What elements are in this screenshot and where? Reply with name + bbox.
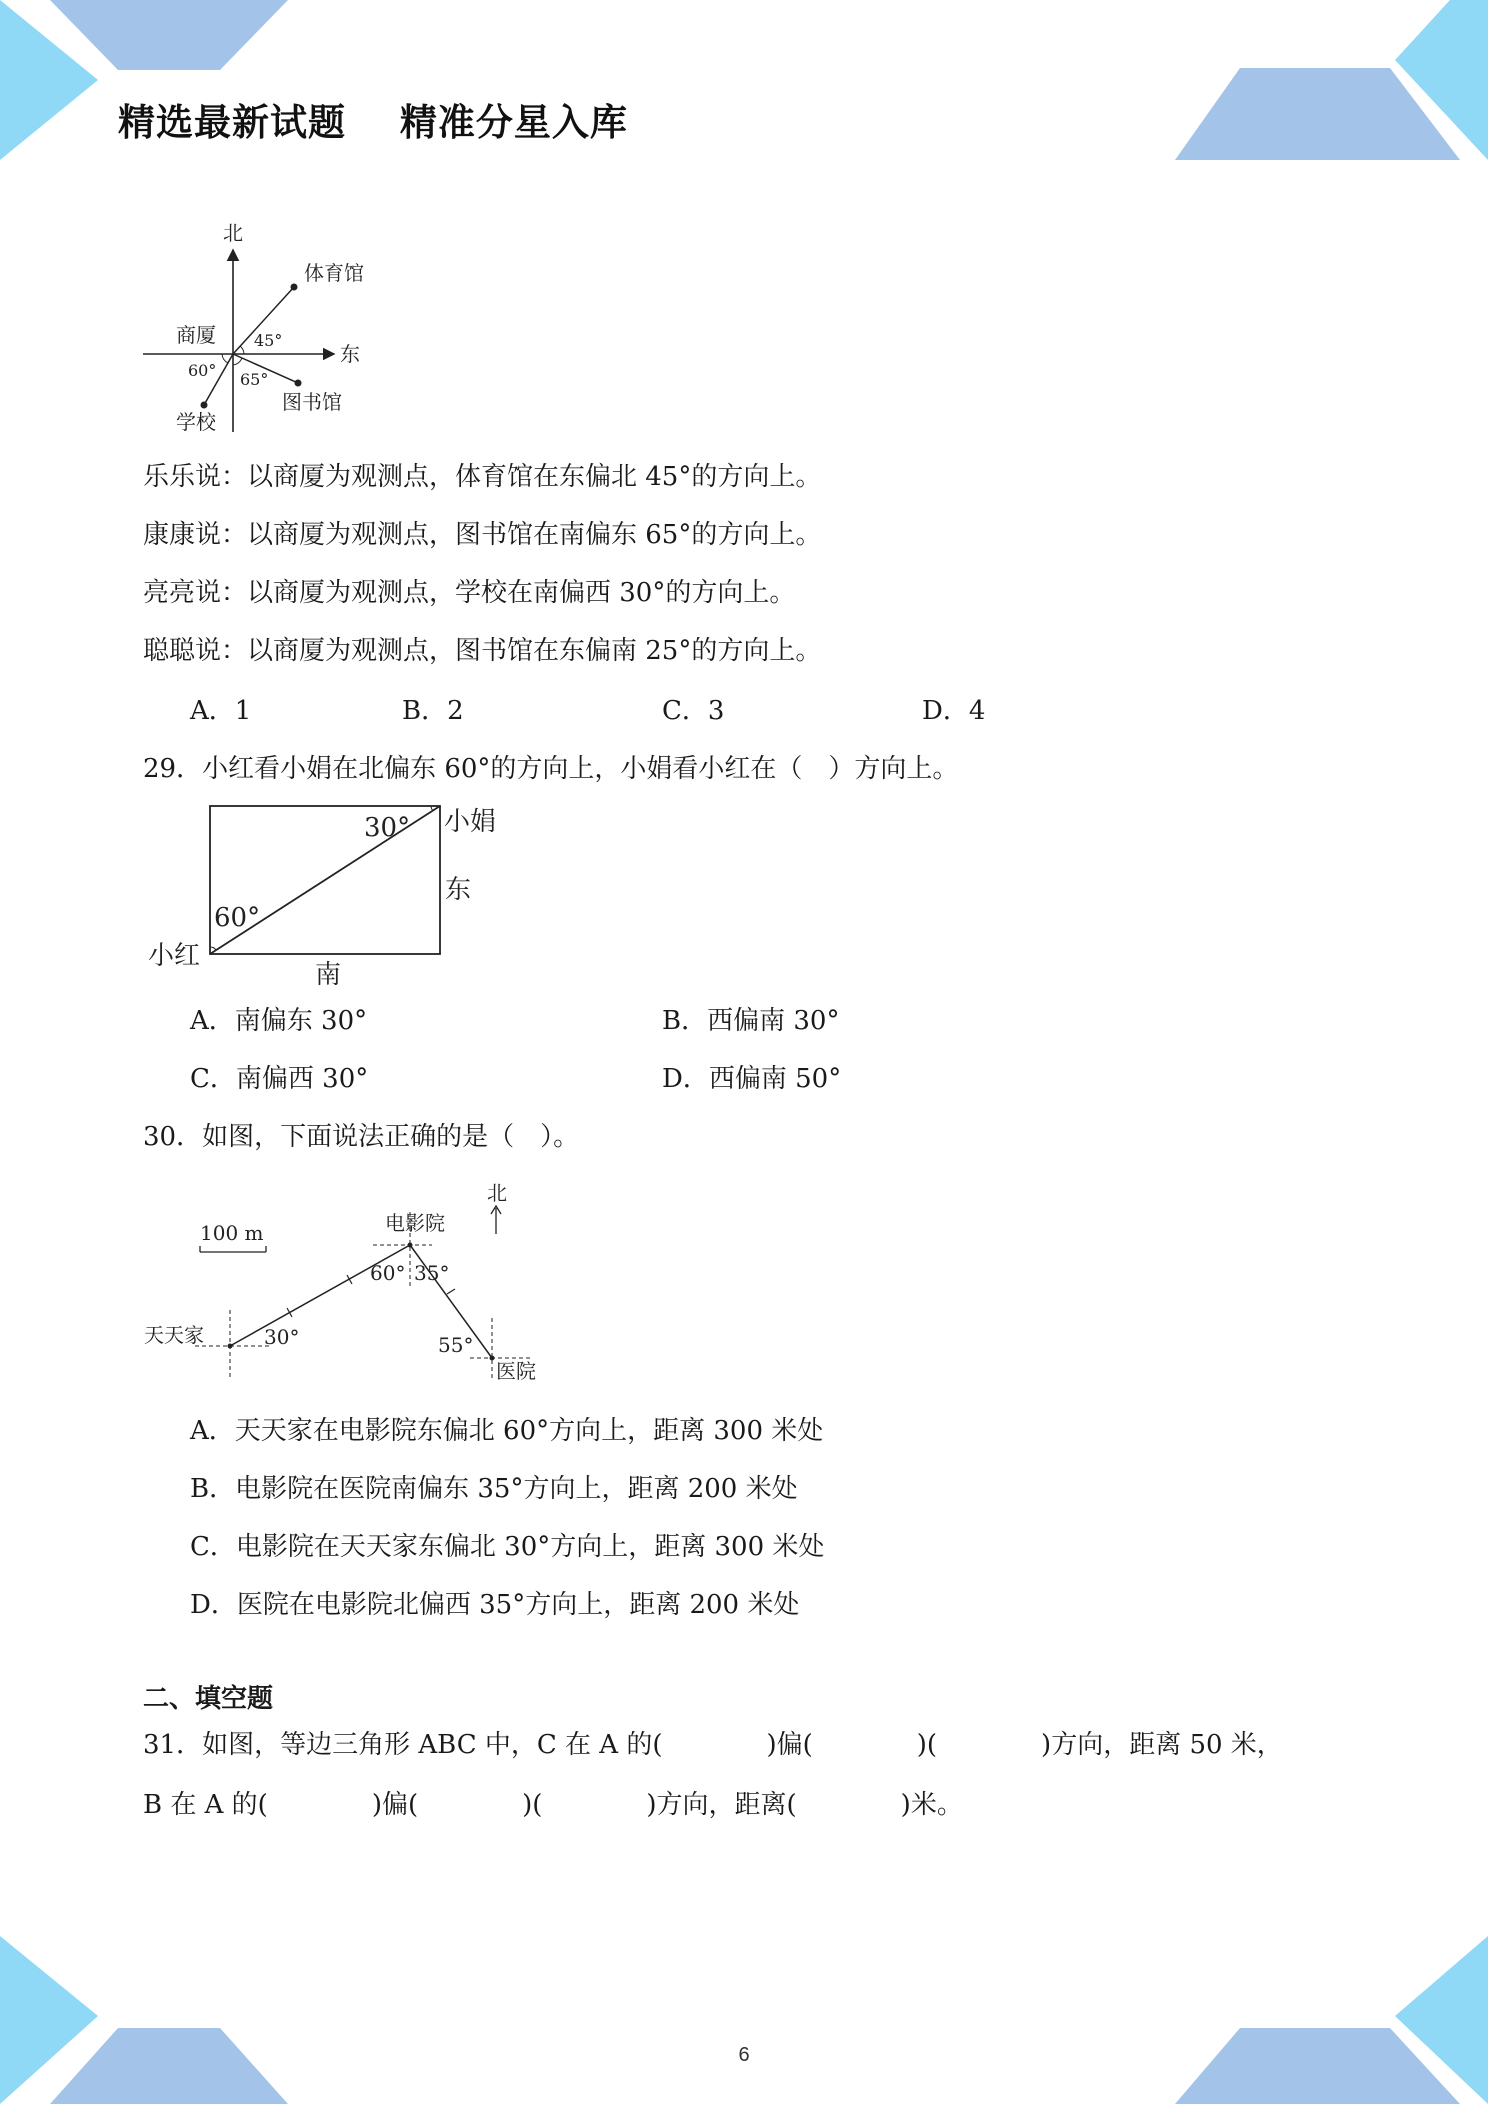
- q29-option-b[interactable]: B．西偏南 30°: [662, 1006, 840, 1036]
- south-label: 南: [315, 960, 342, 990]
- q31-line2: B 在 A 的( )偏( )( )方向，距离( )米。: [143, 1790, 963, 1820]
- q30-option-a[interactable]: A．天天家在电影院东偏北 60°方向上，距离 300 米处: [190, 1416, 824, 1446]
- q28-statement: 乐乐说：以商厦为观测点，体育馆在东偏北 45°的方向上。: [143, 462, 822, 492]
- q29-option-c[interactable]: C．南偏西 30°: [190, 1064, 369, 1094]
- q28-option-c[interactable]: C．3: [662, 696, 725, 726]
- q29-option-d[interactable]: D．西偏南 50°: [662, 1064, 842, 1094]
- angle-cinema-left-label: 60°: [370, 1261, 406, 1285]
- north-label: 北: [487, 1181, 507, 1205]
- gym-label: 体育馆: [304, 261, 364, 285]
- library-label: 图书馆: [282, 390, 342, 414]
- angle-home-label: 30°: [264, 1325, 300, 1349]
- header-title-right: 精准分星入库: [399, 101, 628, 144]
- q28-statement: 聪聪说：以商厦为观测点，图书馆在东偏南 25°的方向上。: [143, 636, 822, 666]
- xiaojuan-label: 小娟: [444, 807, 497, 837]
- north-label: 北: [223, 221, 243, 245]
- q31-line1: 31．如图，等边三角形 ABC 中，C 在 A 的( )偏( )( )方向，距离 50 米，: [143, 1730, 1283, 1760]
- q29-option-a[interactable]: A．南偏东 30°: [190, 1006, 368, 1036]
- q30-figure: [140, 1180, 560, 1390]
- q28-option-d[interactable]: D．4: [922, 696, 986, 726]
- angle-school-label: 60°: [188, 361, 217, 380]
- angle-top-label: 30°: [364, 813, 411, 843]
- school-label: 学校: [176, 410, 216, 434]
- cinema-label: 电影院: [385, 1211, 445, 1235]
- header-title-left: 精选最新试题: [118, 101, 346, 144]
- q28-statement: 亮亮说：以商厦为观测点，学校在南偏西 30°的方向上。: [143, 578, 796, 608]
- q28-option-b[interactable]: B．2: [402, 696, 464, 726]
- library-point: [295, 380, 302, 387]
- q29-figure: [140, 796, 520, 996]
- gym-point: [291, 284, 298, 291]
- q29-stem: 29．小红看小娟在北偏东 60°的方向上，小娟看小红在（ ）方向上。: [143, 754, 959, 784]
- angle-library-label: 65°: [240, 370, 269, 389]
- page-number: 6: [738, 2044, 750, 2066]
- xiaohong-label: 小红: [148, 941, 201, 971]
- q30-option-c[interactable]: C．电影院在天天家东偏北 30°方向上，距离 300 米处: [190, 1532, 825, 1562]
- section-heading: 二、填空题: [143, 1684, 274, 1714]
- q28-figure: [138, 222, 378, 440]
- q30-option-d[interactable]: D．医院在电影院北偏西 35°方向上，距离 200 米处: [190, 1590, 800, 1620]
- angle-gym-label: 45°: [254, 331, 283, 350]
- angle-bottom-label: 60°: [214, 903, 261, 933]
- origin-label: 商厦: [176, 323, 216, 347]
- home-label: 天天家: [144, 1323, 204, 1347]
- q30-stem: 30．如图，下面说法正确的是（ ）。: [143, 1122, 580, 1152]
- angle-cinema-right-label: 35°: [414, 1261, 450, 1285]
- scale-label: 100 m: [200, 1221, 264, 1245]
- east-label: 东: [340, 342, 360, 366]
- school-point: [201, 402, 208, 409]
- q28-option-a[interactable]: A．1: [190, 696, 252, 726]
- east-label: 东: [445, 875, 472, 905]
- q30-option-b[interactable]: B．电影院在医院南偏东 35°方向上，距离 200 米处: [190, 1474, 798, 1504]
- hospital-label: 医院: [496, 1359, 536, 1383]
- angle-hospital-label: 55°: [438, 1333, 474, 1357]
- header-title: [118, 92, 668, 146]
- q28-statement: 康康说：以商厦为观测点，图书馆在南偏东 65°的方向上。: [143, 520, 822, 550]
